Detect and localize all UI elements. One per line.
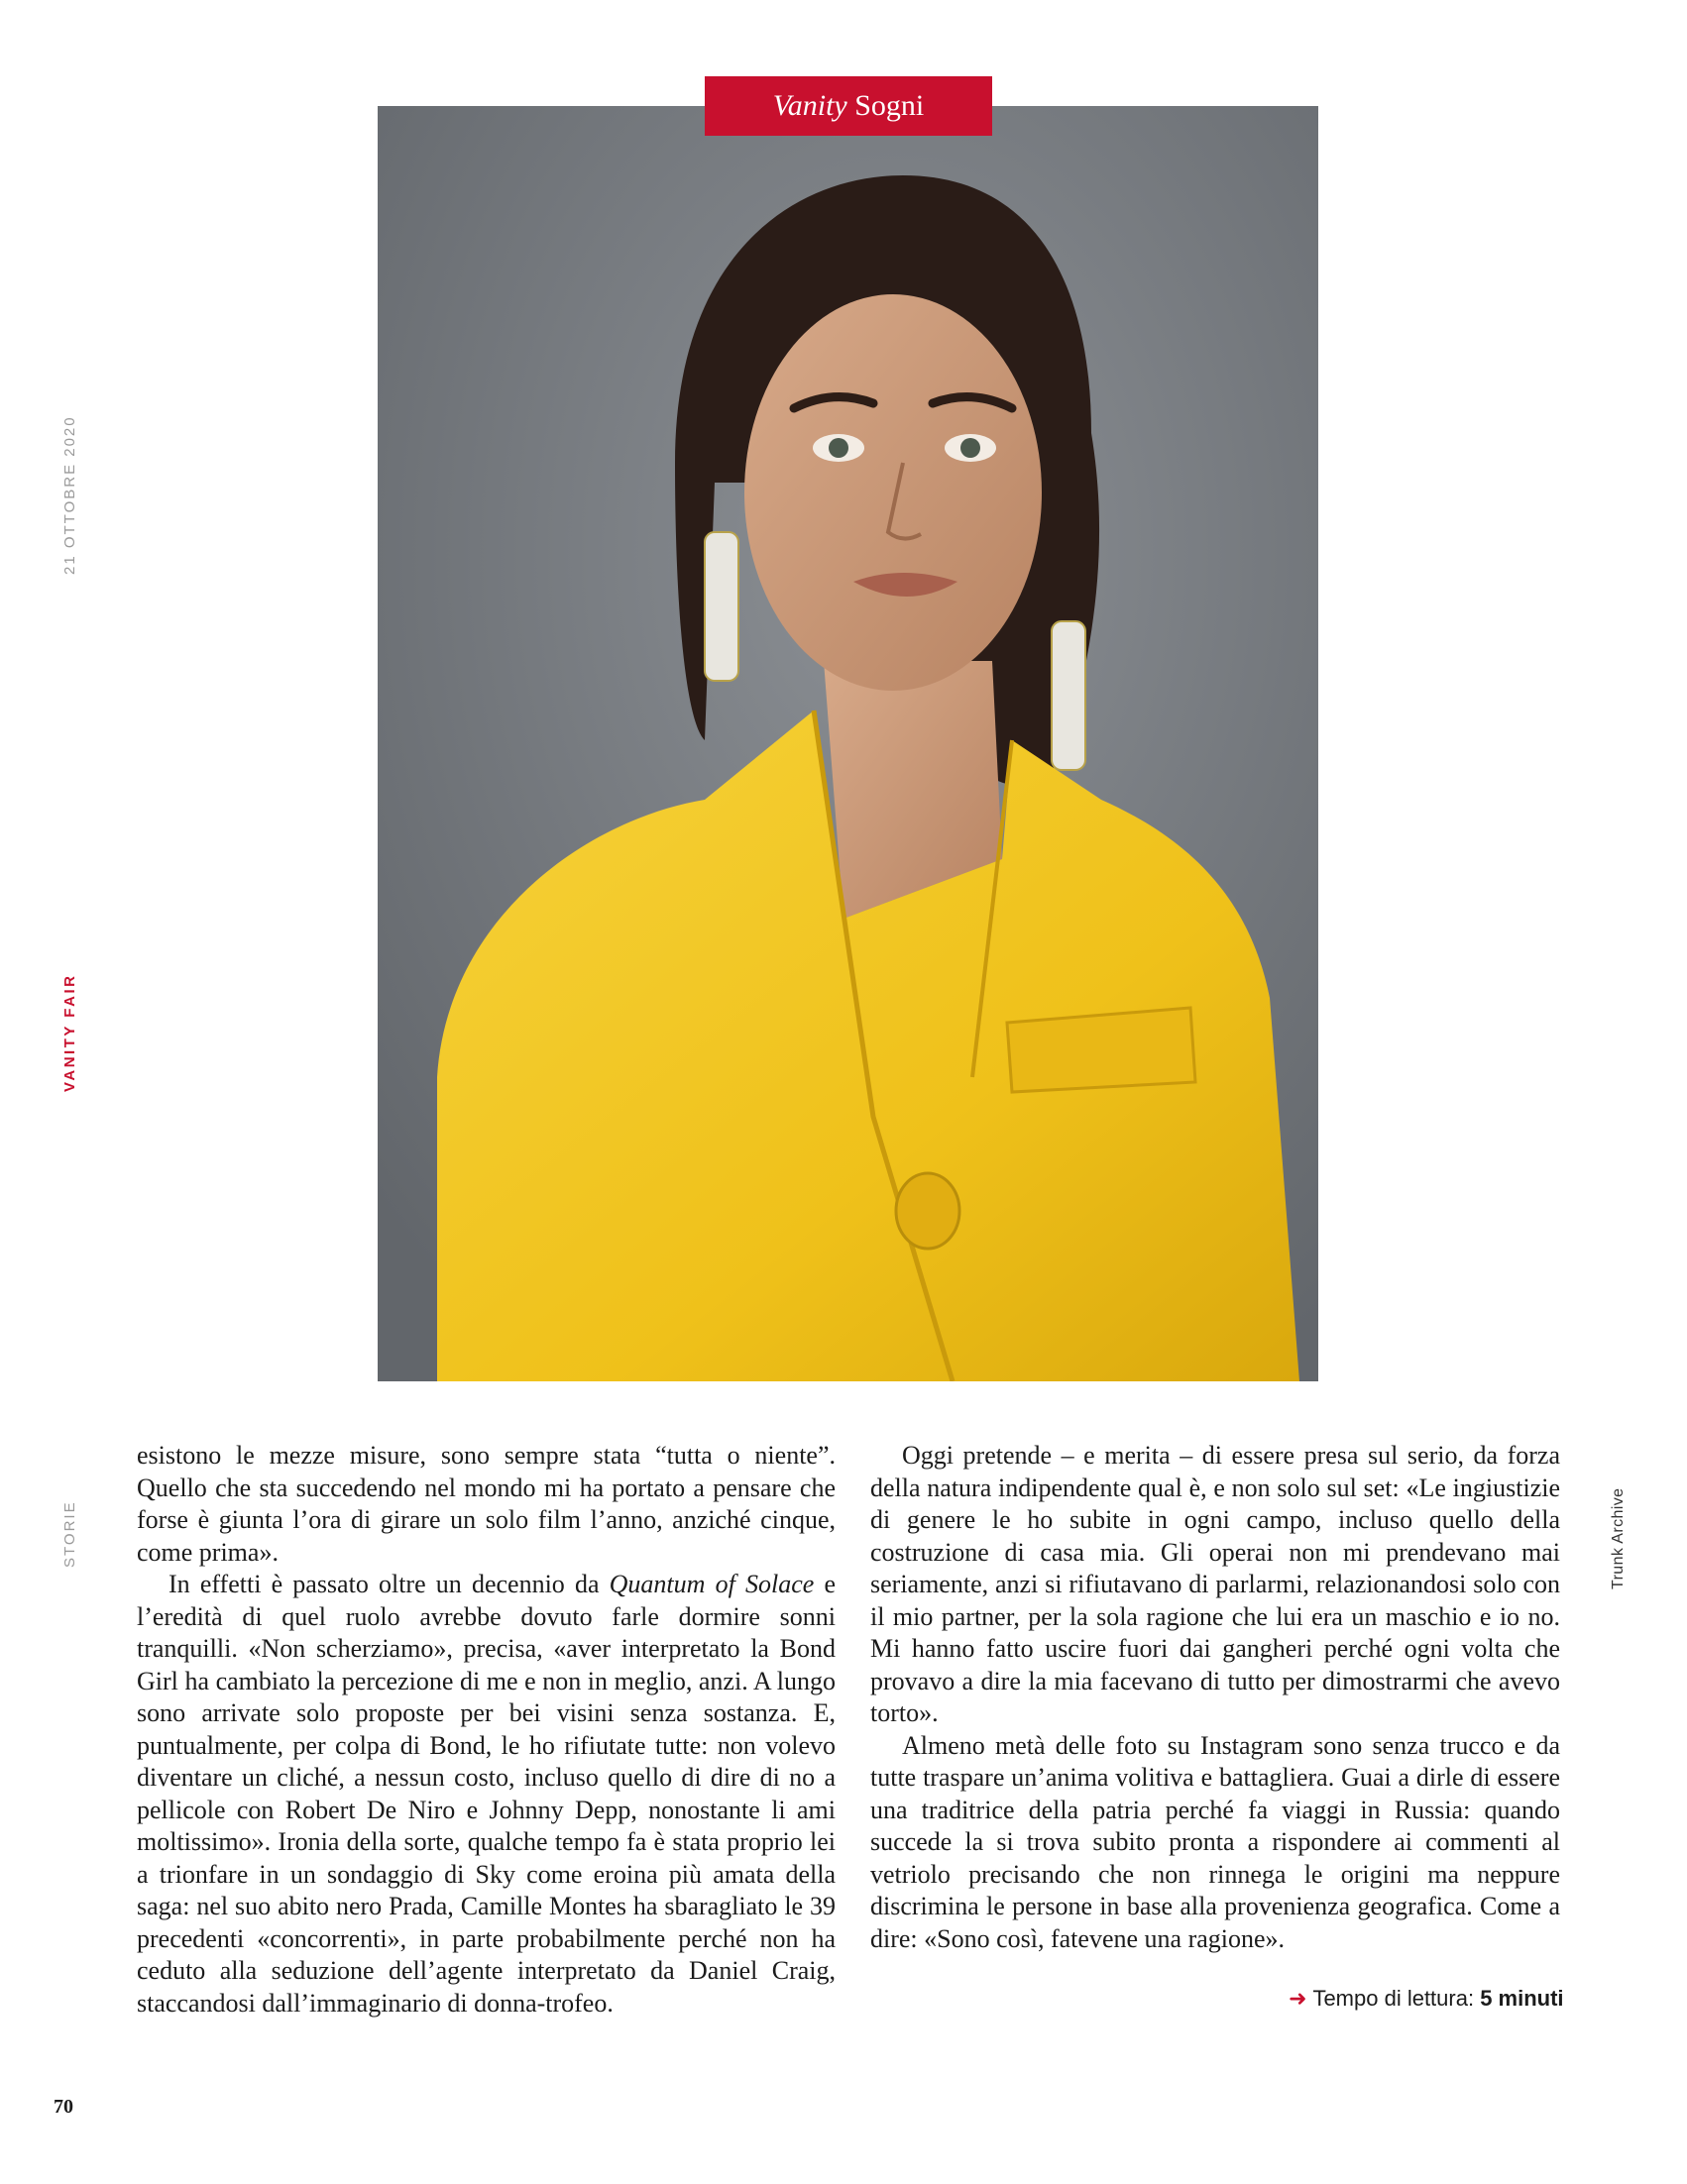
photo-credit: Trunk Archive: [1610, 1487, 1627, 1589]
reading-time: [1289, 1986, 1564, 2012]
paragraph-text: e l’eredità di quel ruolo avrebbe dovuto farle dormire sonni tranquilli. «Non scherziamo», precisa, «aver interpretato la Bond Girl ha cambiato la percezione di me e non in meglio, anzi. A lungo sono arrivate solo proposte per bei visini senza sostanza. E, puntualmente, per colpa di Bond, le ho rifiutate tutte: non volevo diventare un cliché, a nessun costo, incluso quello di dire di no a pellicole con Robert De Niro e Johnny Depp, nonostante li ami moltissimo». Ironia della sorte, qualche tempo fa è stata proprio lei a trionfare in un sondaggio di Sky come eroina più amata della saga: nel suo abito nero Prada, Camille Montes ha sbaragliato le 39 precedenti «concorrenti», in parte probabilmente perché non ha ceduto alla seduzione dell’agente interpretato da Daniel Craig, staccandosi dall’immaginario di donna-trofeo.: [137, 1570, 836, 2018]
paragraph-text: In effetti è passato oltre un decennio da: [169, 1570, 610, 1598]
reading-time-label: Tempo di lettura:: [1312, 1986, 1481, 2011]
article-column-left: [137, 1440, 836, 2020]
portrait-illustration: [378, 106, 1318, 1381]
section-tag: [705, 76, 992, 136]
film-title: Quantum of Solace: [609, 1570, 815, 1598]
section-tag-title: Sogni: [854, 89, 925, 122]
article-paragraph: esistono le mezze misure, sono sempre stata “tutta o niente”. Quello che sta succedendo nel mondo mi ha portato a pensare che forse è giunta l’ora di girare un solo film l’anno, anziché cinque, come prima».: [137, 1441, 836, 1567]
arrow-right-icon: ➜: [1289, 1986, 1307, 2011]
page-number: 70: [54, 2096, 73, 2118]
portrait-photo: [378, 106, 1318, 1381]
reading-time-value: 5 minuti: [1480, 1986, 1564, 2011]
article-paragraph: Almeno metà delle foto su Instagram sono senza trucco e da tutte traspare un’anima volitiva e battagliera. Guai a dirle di essere una traditrice della patria perché fa viaggi in Russia: quando succede la si trova subito pronta a rispondere ai commenti al vetriolo precisando che non rinnega le origini ma neppure discrimina le persone in base alla provenienza geografica. Come a dire: «Sono così, fatevene una ragione».: [870, 1730, 1560, 1953]
article-paragraph: [137, 1569, 836, 2020]
issue-date: 21 OTTOBRE 2020: [61, 415, 78, 575]
magazine-brand: VANITY FAIR: [61, 973, 78, 1092]
article-paragraph: Oggi pretende – e merita – di essere presa sul serio, da forza della natura indipendente qual è, e non solo sul set: «Le ingiustizie di genere le ho subite in ogni campo, incluso quello della costruzione di casa mia. Gli operai non mi prendevano mai seriamente, anzi si rifiutavano di parlarmi, relazionandosi solo con il mio partner, per la sola ragione che lui era un maschio e io no. Mi hanno fatto uscire fuori dai gangheri perché ogni volta che provavo a dire la mia facevano di tutto per dimostrarmi che avevo torto».: [870, 1441, 1560, 1727]
article-column-right: [870, 1440, 1560, 1955]
section-label: STORIE: [61, 1500, 78, 1568]
section-tag-brand: Vanity: [772, 89, 847, 122]
